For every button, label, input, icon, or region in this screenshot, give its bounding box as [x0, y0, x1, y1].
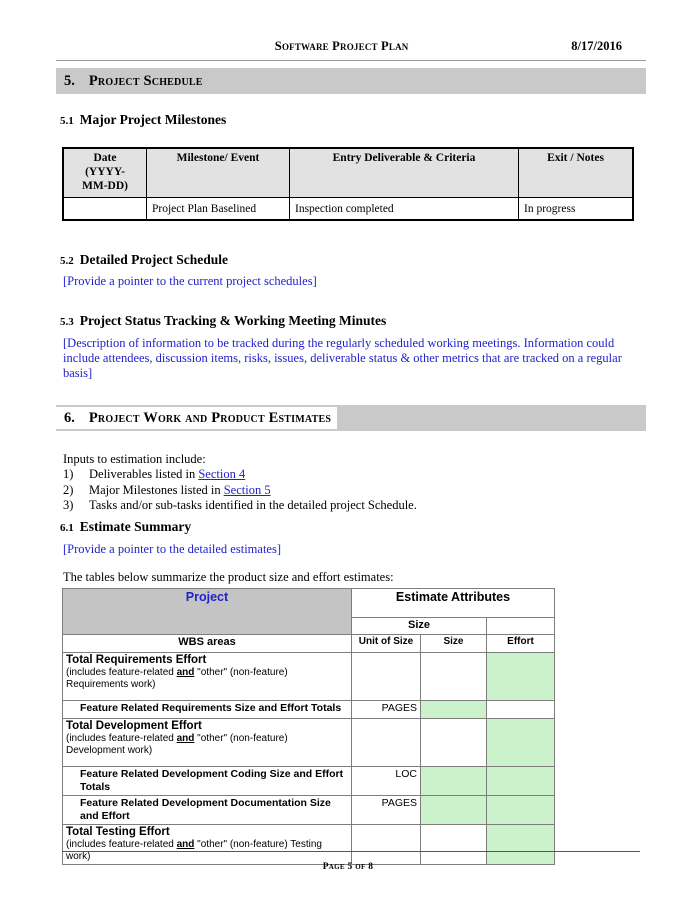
subheading-label: Estimate Summary	[79, 519, 192, 534]
table-row	[63, 719, 555, 767]
inputs-intro: Inputs to estimation include:	[63, 452, 206, 466]
row-label-cell	[63, 767, 352, 796]
table-header-row	[63, 148, 633, 198]
row-label-cell	[63, 701, 352, 719]
placeholder-detailed-schedule: [Provide a pointer to the current project schedules]	[63, 274, 317, 288]
subheading-label: Project Status Tracking & Working Meeting Minutes	[79, 313, 387, 328]
cell-effort[interactable]	[487, 825, 555, 865]
row-label: Total Requirements Effort	[66, 654, 207, 666]
date-line-1: Date	[93, 152, 117, 164]
document-header	[56, 36, 640, 56]
cell-size[interactable]	[421, 653, 487, 701]
column-header-entry: Entry Deliverable & Criteria	[290, 148, 519, 198]
table-row	[63, 767, 555, 796]
sublabel-emphasis: and	[176, 839, 195, 850]
list-marker: 1)	[63, 467, 74, 481]
date-line-3: MM-DD)	[82, 180, 128, 192]
subheading-number: 6.1	[60, 522, 74, 534]
cell-effort[interactable]	[487, 767, 555, 796]
subheading-number: 5.1	[60, 115, 74, 127]
placeholder-estimate-summary: [Provide a pointer to the detailed estimates]	[63, 542, 281, 556]
cell-size[interactable]	[421, 719, 487, 767]
list-text-before: Deliverables listed in	[89, 467, 199, 481]
table-row	[63, 701, 555, 719]
cell-effort[interactable]	[487, 701, 555, 719]
cell-milestone: Project Plan Baselined	[147, 198, 290, 221]
sublabel-after: "other" (non-feature) Requirements work)	[66, 667, 288, 690]
row-label-cell	[63, 653, 352, 701]
column-header-effort: Effort	[487, 635, 555, 653]
subheading-label: Detailed Project Schedule	[79, 252, 228, 267]
table-row	[63, 796, 555, 825]
section-title: Project Work and Product Estimates	[88, 409, 332, 426]
sublabel-before: (includes feature-related	[66, 667, 177, 678]
table-row	[63, 198, 633, 221]
estimates-header-row-3	[63, 635, 555, 653]
date-line-2: (YYYY-	[85, 166, 125, 178]
sublabel-emphasis: and	[176, 667, 195, 678]
cell-unit-of-size[interactable]: PAGES	[352, 701, 421, 719]
subheading-detailed-schedule	[60, 252, 228, 268]
placeholder-status-tracking: [Description of information to be tracked during the regularly scheduled working meetings. Information could include attendees, discussion items, risks, issues, deliverable status & other metrics that are tracked on a regular basis]	[63, 336, 622, 380]
footer-divider	[62, 851, 640, 852]
list-marker: 2)	[63, 482, 74, 497]
sublabel-after: "other" (non-feature) Development work)	[66, 733, 288, 756]
size-group-header: Size	[352, 618, 487, 635]
row-label: Feature Related Development Documentation Size and Effort	[80, 797, 331, 822]
section-heading-estimates	[56, 405, 646, 431]
estimates-table	[62, 588, 555, 865]
subheading-estimate-summary	[60, 519, 191, 535]
estimate-attributes-header: Estimate Attributes	[352, 589, 555, 618]
wbs-header: WBS areas	[63, 635, 352, 653]
section-heading-schedule	[56, 68, 646, 94]
cell-size[interactable]	[421, 796, 487, 825]
cell-unit-of-size[interactable]: LOC	[352, 767, 421, 796]
row-label-cell	[63, 719, 352, 767]
cell-unit-of-size[interactable]	[352, 719, 421, 767]
cell-date	[63, 198, 147, 221]
row-label-cell	[63, 825, 352, 865]
header-divider	[56, 60, 646, 61]
cell-size[interactable]	[421, 701, 487, 719]
sublabel-before: (includes feature-related	[66, 839, 177, 850]
cell-size[interactable]	[421, 767, 487, 796]
cell-size[interactable]	[421, 825, 487, 865]
sublabel-emphasis: and	[176, 733, 195, 744]
row-label-cell	[63, 796, 352, 825]
header-date: 8/17/2016	[571, 38, 622, 53]
subheading-status-tracking	[60, 313, 386, 329]
cell-entry: Inspection completed	[290, 198, 519, 221]
link-section-4[interactable]: Section 4	[198, 467, 246, 481]
cell-effort[interactable]	[487, 653, 555, 701]
sublabel-before: (includes feature-related	[66, 733, 177, 744]
row-label: Total Testing Effort	[66, 826, 170, 838]
column-header-unit-of-size: Unit of Size	[352, 635, 421, 653]
row-sublabel	[66, 667, 348, 691]
list-text	[89, 483, 271, 499]
cell-unit-of-size[interactable]	[352, 825, 421, 865]
tables-intro: The tables below summarize the product size and effort estimates:	[63, 570, 394, 584]
cell-unit-of-size[interactable]	[352, 653, 421, 701]
subheading-major-milestones	[60, 112, 226, 128]
cell-effort[interactable]	[487, 719, 555, 767]
list-item	[63, 483, 583, 499]
cell-exit: In progress	[519, 198, 634, 221]
section-number: 5.	[64, 72, 75, 89]
section-title: Project Schedule	[88, 72, 203, 89]
subheading-label: Major Project Milestones	[79, 112, 227, 127]
table-row	[63, 825, 555, 865]
list-text: Tasks and/or sub-tasks identified in the detailed project Schedule.	[89, 498, 417, 512]
row-sublabel	[66, 733, 348, 757]
subheading-number: 5.2	[60, 255, 74, 267]
row-label: Feature Related Requirements Size and Effort Totals	[80, 702, 342, 714]
column-header-exit: Exit / Notes	[519, 148, 634, 198]
column-header-milestone: Milestone/ Event	[147, 148, 290, 198]
cell-effort[interactable]	[487, 796, 555, 825]
column-header-date	[63, 148, 147, 198]
footer-page-number: Page 5 of 8	[322, 862, 374, 872]
row-label: Total Development Effort	[66, 720, 202, 732]
section-number: 6.	[64, 409, 75, 426]
milestones-table	[62, 147, 634, 221]
sublabel-after: "other" (non-feature) Testing work)	[66, 839, 322, 862]
row-label: Feature Related Development Coding Size and Effort Totals	[80, 768, 344, 793]
list-item	[63, 498, 583, 514]
subheading-number: 5.3	[60, 316, 74, 328]
estimates-header-row-1	[63, 589, 555, 618]
link-section-5[interactable]: Section 5	[223, 482, 271, 497]
column-header-size: Size	[421, 635, 487, 653]
inputs-list	[63, 467, 583, 514]
list-marker: 3)	[63, 498, 74, 512]
empty-header-cell	[487, 618, 555, 635]
project-header-cell: Project	[63, 589, 352, 635]
table-row	[63, 653, 555, 701]
header-title: Software Project Plan	[274, 38, 409, 53]
cell-unit-of-size[interactable]: PAGES	[352, 796, 421, 825]
list-text	[89, 467, 245, 483]
list-text-before: Major Milestones listed in	[89, 482, 224, 497]
list-item	[63, 467, 583, 483]
